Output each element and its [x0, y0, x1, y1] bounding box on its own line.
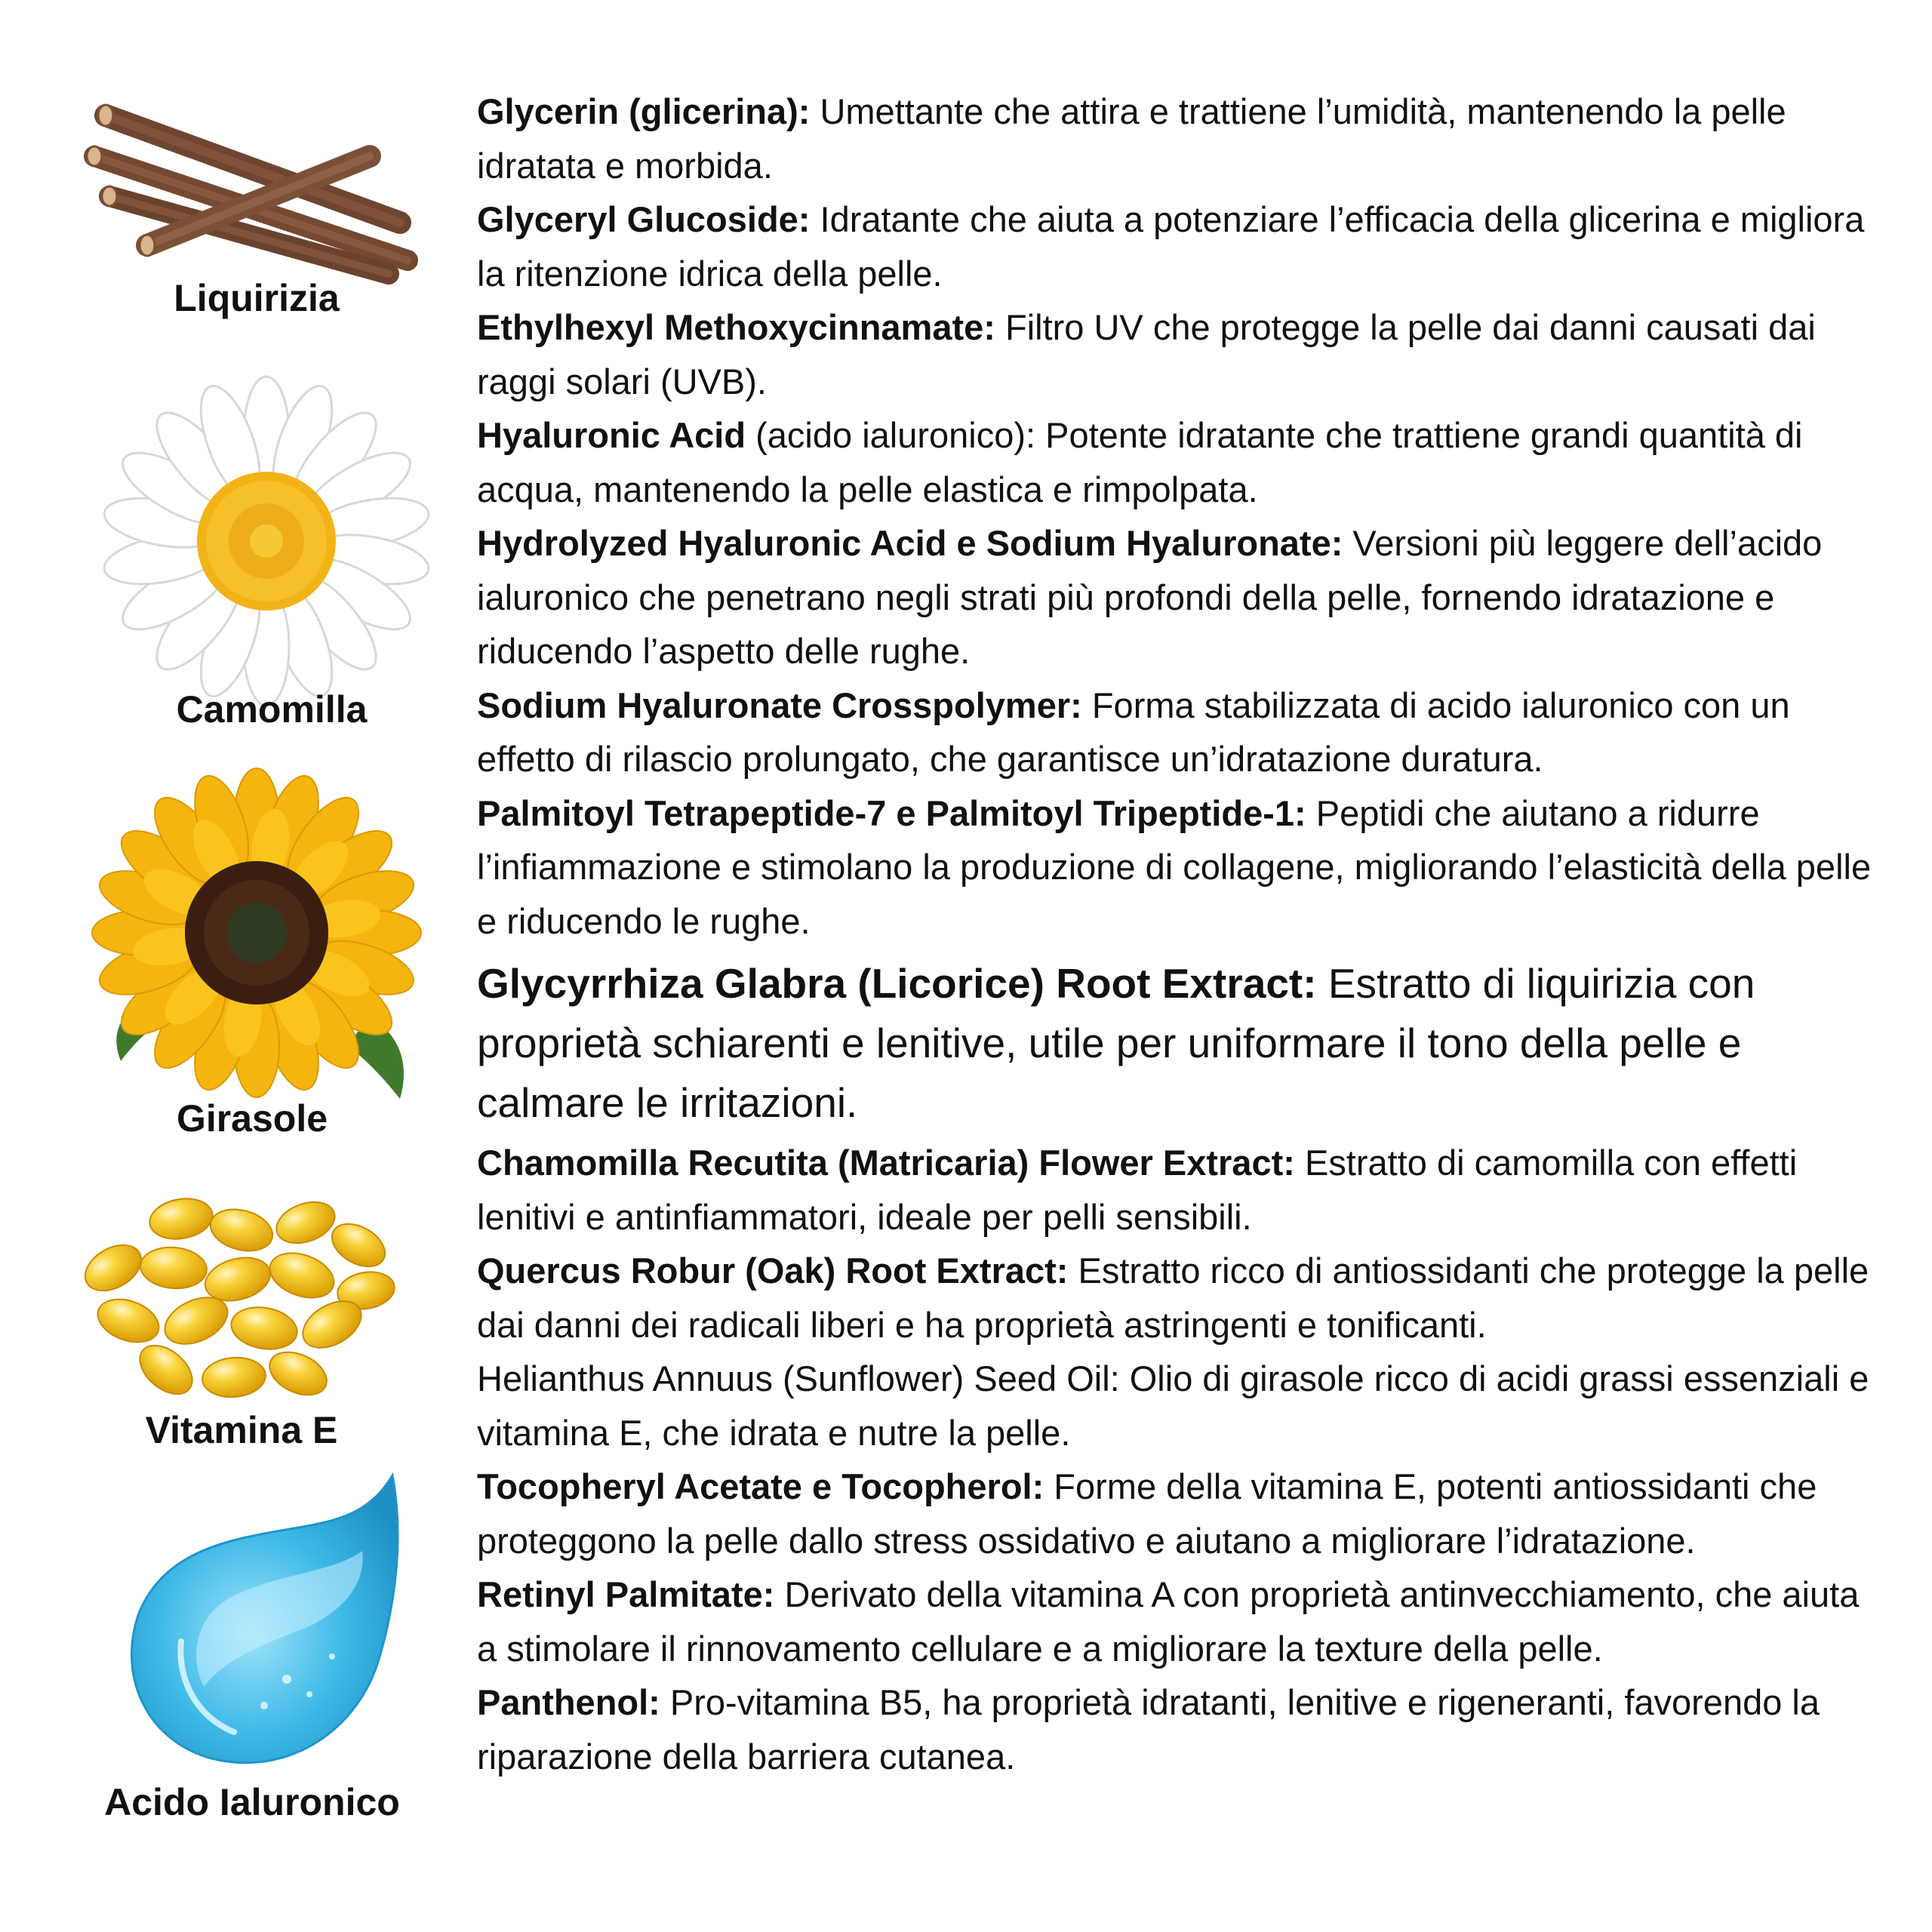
caption-liquirizia: Liquirizia — [174, 277, 340, 319]
ingredient-description: Filtro UV che protegge la pelle dai danni causati dai raggi solari (UVB). — [477, 307, 1816, 401]
ingredient-description: Idratante che aiuta a potenziare l’efficacia della glicerina e migliora la ritenzione idrica della pelle. — [477, 199, 1865, 294]
ingredient-quercus-robur — [477, 1244, 1888, 1352]
ingredient-chamomilla-recutita — [477, 1136, 1888, 1244]
ingredient-description: Estratto di camomilla con effetti lenitivi e antinfiammatori, ideale per pelli sensibili. — [477, 1143, 1798, 1237]
ingredient-glycyrrhiza-glabra — [477, 954, 1888, 1133]
ingredient-description: Peptidi che aiutano a ridurre l’infiammazione e stimolano la produzione di collagene, migliorando l’elasticità della pelle e riducendo le rughe. — [477, 792, 1872, 941]
ingredient-name: Hyaluronic Acid — [477, 415, 746, 455]
ingredient-glyceryl-glucoside — [477, 192, 1888, 300]
ingredient-description: Estratto ricco di antiossidanti che protegge la pelle dai danni dei radicali liberi e ha proprietà astringenti e tonificanti. — [477, 1251, 1869, 1345]
ingredient-list — [477, 85, 1888, 1783]
ingredient-name: Glyceryl Glucoside: — [477, 199, 811, 239]
ingredient-description: Forma stabilizzata di acido ialuronico con un effetto di rilascio prolungato, che garantisce un’idratazione duratura. — [477, 685, 1790, 779]
ingredient-name: Quercus Robur (Oak) Root Extract: — [477, 1251, 1069, 1291]
ingredient-name: Retinyl Palmitate: — [477, 1574, 775, 1614]
ingredient-description: Derivato della vitamina A con proprietà antinvecchiamento, che aiuta a stimolare il rinnovamento cellulare e a migliorare la texture della pelle. — [477, 1574, 1860, 1669]
ingredient-name: Chamomilla Recutita (Matricaria) Flower Extract: — [477, 1143, 1295, 1183]
ingredient-tocopheryl — [477, 1460, 1888, 1567]
ingredient-description: Versioni più leggere dell’acido ialuronico che penetrano negli strati più profondi della pelle, fornendo idratazione e riducendo l’aspetto delle rughe. — [477, 523, 1823, 671]
ingredient-ethylhexyl-methoxycinnamate — [477, 300, 1888, 408]
ingredient-name: Tocopheryl Acetate e Tocopherol: — [477, 1466, 1044, 1506]
ingredient-name: Palmitoyl Tetrapeptide-7 e Palmitoyl Tripeptide-1: — [477, 792, 1306, 833]
ingredient-sodium-hyaluronate-crosspolymer — [477, 678, 1888, 786]
caption-acido-ialuronico: Acido Ialuronico — [104, 1781, 400, 1823]
ingredient-name: Hydrolyzed Hyaluronic Acid e Sodium Hyaluronate: — [477, 523, 1343, 563]
ingredient-description: Pro-vitamina B5, ha proprietà idratanti, lenitive e rigeneranti, favorendo la riparazione della barriera cutanea. — [477, 1682, 1820, 1777]
ingredient-panthenol — [477, 1675, 1888, 1783]
sunflower-icon — [89, 768, 429, 1100]
ingredient-glycerin — [477, 85, 1888, 192]
caption-camomilla: Camomilla — [176, 688, 368, 731]
caption-girasole: Girasole — [176, 1097, 328, 1140]
ingredient-description: Estratto di liquirizia con proprietà schiarenti e lenitive, utile per uniformare il tono della pelle e calmare le irritazioni. — [477, 960, 1755, 1126]
vitamin-e-capsules-icon — [75, 1196, 408, 1407]
chamomile-flower-icon — [82, 381, 436, 698]
ingredient-hyaluronic-acid — [477, 408, 1888, 516]
ingredient-retinyl-palmitate — [477, 1567, 1888, 1675]
ingredient-name: Glycerin (glicerina): — [477, 91, 811, 131]
ingredient-helianthus-annuus — [477, 1352, 1888, 1460]
ingredient-description: Umettante che attira e trattiene l’umidità, mantenendo la pelle idratata e morbida. — [477, 91, 1786, 186]
ingredient-description: Forme della vitamina E, potenti antiossidanti che proteggono la pelle dallo stress ossidativo e aiutano a migliorare l’idratazione. — [477, 1466, 1817, 1561]
hyaluronic-gel-icon — [113, 1468, 408, 1770]
ingredient-name: Ethylhexyl Methoxycinnamate: — [477, 307, 995, 347]
licorice-sticks-icon — [83, 102, 423, 291]
ingredient-palmitoyl-peptides — [477, 786, 1888, 949]
ingredient-description: Helianthus Annuus (Sunflower) Seed Oil: Olio di girasole ricco di acidi grassi essenziali e vitamina E, che idrata e nutre la pelle. — [477, 1358, 1869, 1453]
ingredient-description: (acido ialuronico): Potente idratante che trattiene grandi quantità di acqua, mantenendo la pelle elastica e rimpolpata. — [477, 415, 1803, 509]
ingredient-name: Glycyrrhiza Glabra (Licorice) Root Extract: — [477, 960, 1317, 1007]
ingredient-name: Sodium Hyaluronate Crosspolymer: — [477, 685, 1082, 725]
ingredient-hydrolyzed-hyaluronic-acid — [477, 516, 1888, 678]
caption-vitamina-e: Vitamina E — [145, 1409, 338, 1451]
ingredient-name: Panthenol: — [477, 1682, 660, 1722]
